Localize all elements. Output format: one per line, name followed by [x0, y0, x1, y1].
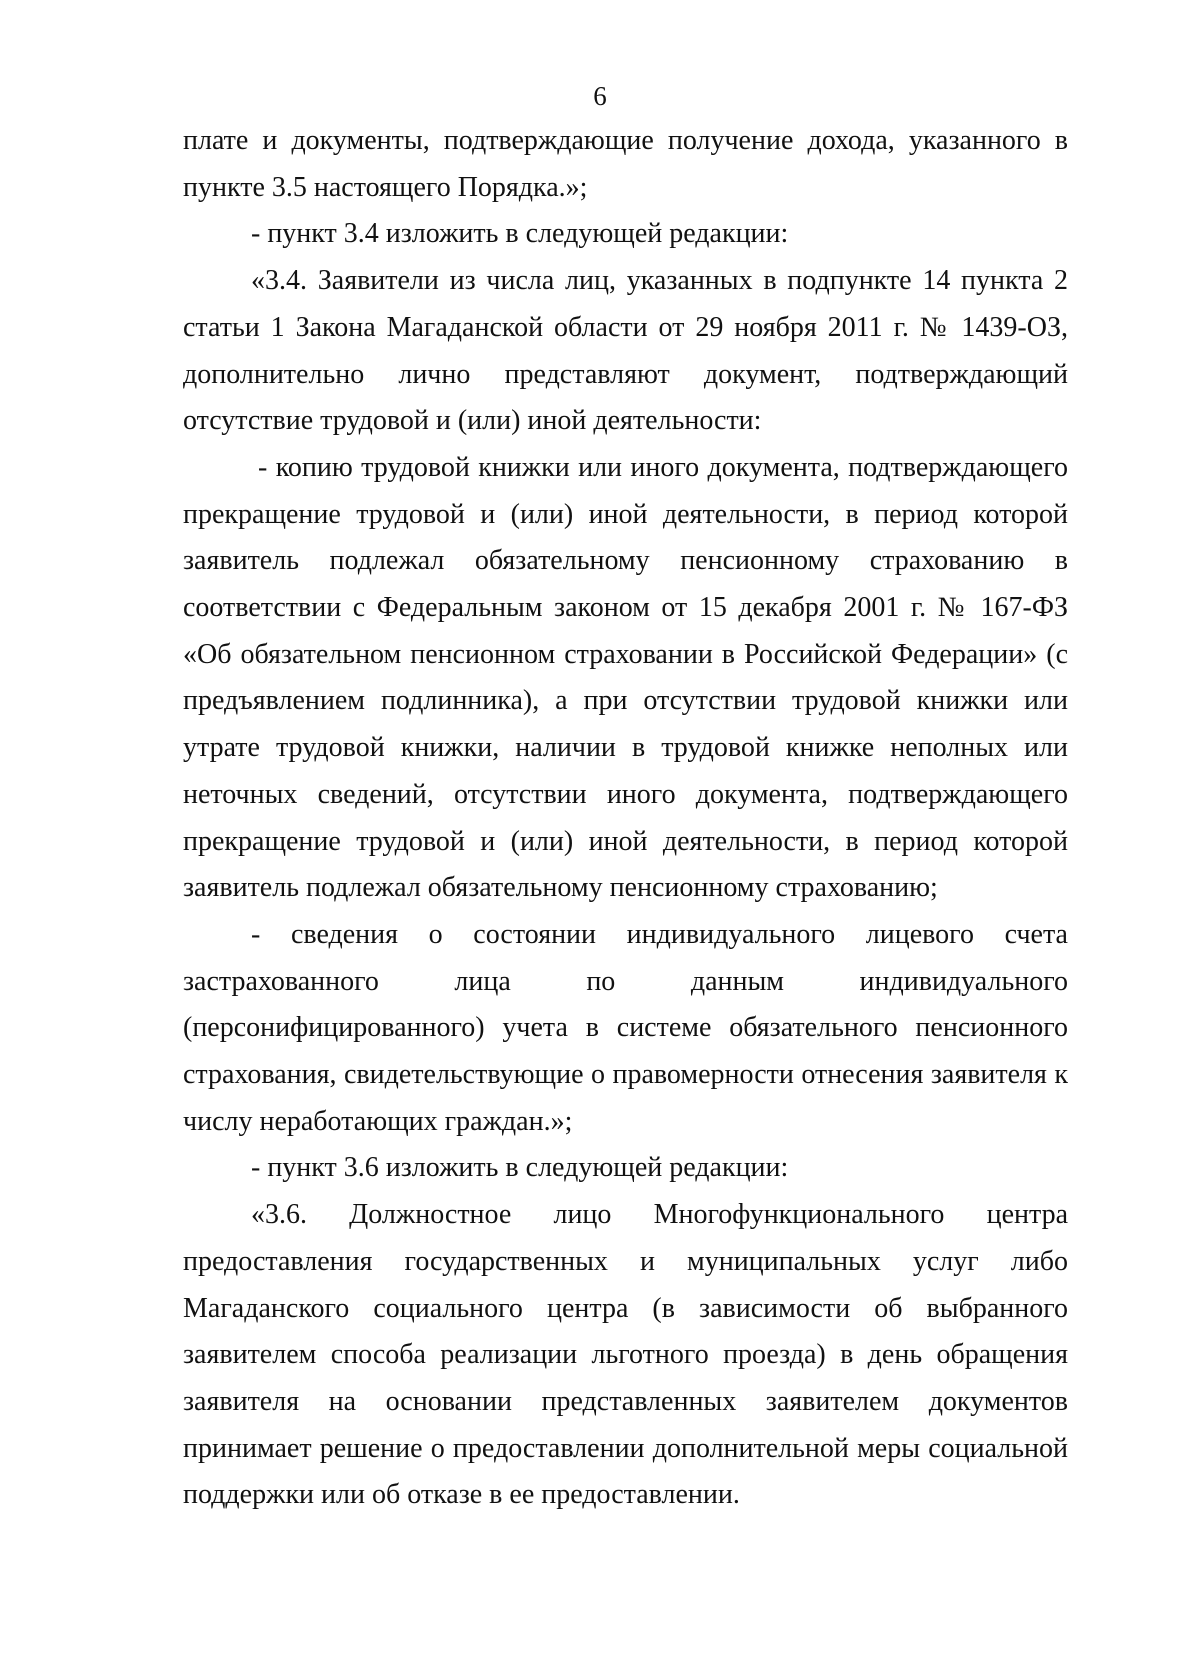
paragraph-amendment-3-4-intro: - пункт 3.4 изложить в следующей редакции:: [251, 218, 789, 250]
paragraph-clause-3-6: «3.6. Должностное лицо Многофункционального центра предоставления государственных и муниципальных услуг либо Магаданского социального центра (в зависимости об выбранного заявителем способа реализации льготного проезда) в день обращения заявителя на основании представленных заявителем документов принимает решение о предоставлении дополнительной меры социальной поддержки или об отказе в ее предоставлении.: [183, 1199, 1068, 1511]
paragraph-personal-account-info: - сведения о состоянии индивидуального лицевого счета застрахованного лица по данным индивидуального (персонифицированного) учета в системе обязательного пенсионного страхования, свидетельствующие о правомерности отнесения заявителя к числу неработающих граждан.»;: [183, 918, 1068, 1137]
paragraph-clause-3-4: «3.4. Заявители из числа лиц, указанных в подпункте 14 пункта 2 статьи 1 Закона Магаданской области от 29 ноября 2011 г. № 1439-ОЗ, дополнительно лично представляют документ, подтверждающий отсутствие трудовой и (или) иной деятельности:: [183, 265, 1068, 437]
document-body: [183, 118, 1068, 1519]
page-number: 6: [593, 81, 607, 111]
paragraph-work-book-copy: - копию трудовой книжки или иного документа, подтверждающего прекращение трудовой и (или) иной деятельности, в период которой заявитель подлежал обязательному пенсионному страхованию в соответствии с Федеральным законом от 15 декабря 2001 г. № 167-ФЗ «Об обязательном пенсионном страховании в Российской Федерации» (с предъявлением подлинника), а при отсутствии трудовой книжки или утрате трудовой книжки, наличии в трудовой книжке неполных или неточных сведений, отсутствии иного документа, подтверждающего прекращение трудовой и (или) иной деятельности, в период которой заявитель подлежал обязательному пенсионному страхованию;: [183, 451, 1068, 904]
paragraph-continuation: плате и документы, подтверждающие получение дохода, указанного в пункте 3.5 настоящего Порядка.»;: [183, 125, 1068, 203]
paragraph-amendment-3-6-intro: - пункт 3.6 изложить в следующей редакции:: [251, 1152, 789, 1184]
